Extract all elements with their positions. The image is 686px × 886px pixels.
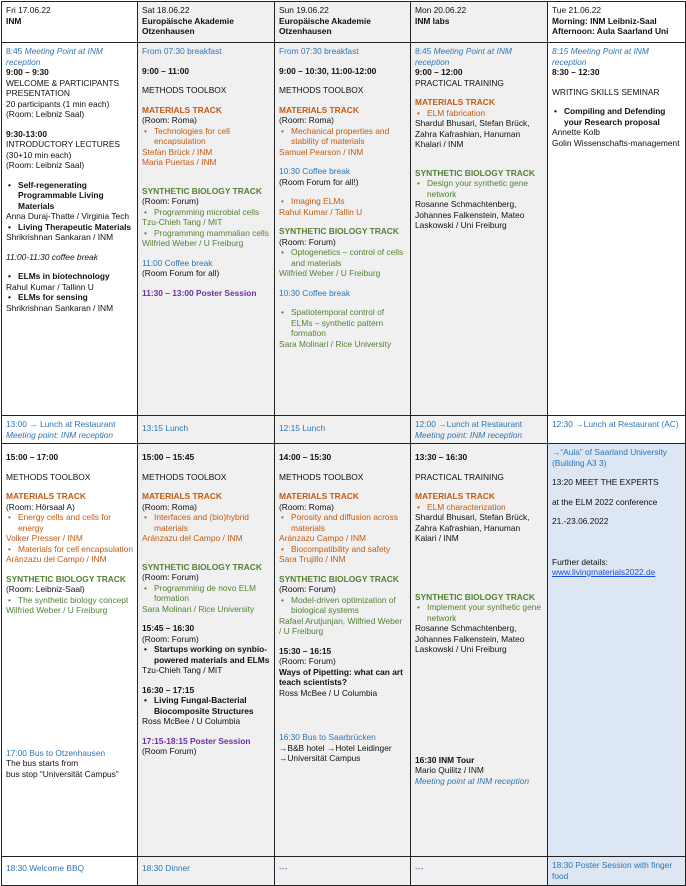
lecture-title: • Programming microbial cells	[142, 207, 270, 218]
session-room: (Room: Forum)	[142, 633, 199, 644]
morning-row	[2, 43, 686, 416]
coffee-break: 11:00-11:30 coffee break	[6, 251, 98, 262]
session-time: 9:00 – 10:30, 11:00-12:00	[279, 65, 377, 76]
speaker: Wilfried Weber / U Freiburg	[279, 268, 381, 278]
meeting-point: 8:15 Meeting Point at INM reception	[552, 46, 649, 67]
meeting-point: Meeting point: INM reception	[415, 429, 523, 440]
evening-row	[2, 857, 686, 886]
session-room: (Room: Leibniz-Saal)	[6, 584, 85, 594]
evening-event: 18:30 Poster Session with finger food	[552, 860, 673, 881]
session-date: 21.-23.06.2022	[552, 516, 609, 526]
lecture-title: • Optogenetics – control of cells and materials	[279, 247, 406, 268]
session-room: (Room: Leibniz Saal)	[6, 109, 85, 119]
tue-evening-cell	[548, 857, 686, 886]
speaker: Volker Presser / INM	[6, 533, 83, 543]
day-header-sun	[275, 2, 411, 43]
materials-track-label: MATERIALS TRACK	[142, 491, 222, 501]
poster-session: 11:30 – 13:00 Poster Session	[142, 287, 257, 298]
evening-event: ---	[279, 863, 288, 873]
venue: →“Aula” of Saarland University (Building A3 3)	[552, 447, 667, 468]
session-time: 13:30 – 16:30	[415, 452, 468, 462]
synbio-track-label: SYNTHETIC BIOLOGY TRACK	[279, 573, 399, 584]
bus-departure: 17:00 Bus to Otzenhausen	[6, 747, 106, 758]
day-header-sat	[138, 2, 275, 43]
lunch-text: 12:30 →Lunch at Restaurant (AC)	[552, 419, 679, 429]
sun-afternoon-cell	[275, 444, 411, 857]
session-room: (Room: Roma)	[142, 115, 197, 125]
speaker: Rafael Arutjunjan, Wilfried Weber / U Freiburg	[279, 615, 403, 636]
lecture-title: • ELM fabrication	[415, 108, 543, 119]
day-place: INM labs	[415, 15, 450, 26]
speaker: Ross McBee / U Columbia	[142, 716, 241, 726]
materials-track-label: MATERIALS TRACK	[415, 97, 495, 107]
speaker: Rahul Kumar / Tallin U	[279, 206, 363, 217]
speaker: Rosanne Schmachtenberg, Johannes Falkenstein, Mateo Laskowski / Uni Freiburg	[415, 623, 525, 654]
conference-link[interactable]: www.livingmaterials2022.de	[552, 567, 656, 577]
speaker: Stefan Brück / INM	[142, 146, 213, 157]
speaker: Aránzazu del Campo / INM	[6, 554, 107, 564]
day-header-tue	[548, 2, 686, 43]
day-date: Tue 21.06.22	[552, 5, 602, 15]
session-room: (Room: Roma)	[142, 501, 197, 512]
session-title: PRACTICAL TRAINING	[415, 77, 504, 88]
afternoon-row	[2, 444, 686, 857]
session-room: (Room: Forum)	[279, 656, 336, 666]
session-room: (Room: Roma)	[279, 115, 334, 125]
lecture-title: • Self-regenerating Programmable Living Materials	[6, 180, 133, 212]
synbio-track-label: SYNTHETIC BIOLOGY TRACK	[142, 561, 262, 572]
speaker: Tzu-Chieh Tang / MIT	[142, 665, 223, 675]
session-room: (Room Forum for all)	[142, 268, 220, 278]
bus-departure: 16:30 Bus to Saarbrücken	[279, 732, 376, 742]
session-time: 9:00 – 12:00	[415, 67, 463, 77]
speaker: Golin Wissenschafts-management	[552, 137, 680, 148]
session-title: METHODS TOOLBOX	[279, 471, 364, 482]
session-note: (30+10 min each)	[6, 149, 72, 160]
sat-afternoon-cell	[138, 444, 275, 857]
synbio-track-label: SYNTHETIC BIOLOGY TRACK	[6, 573, 126, 584]
session-room: (Room: Forum)	[279, 584, 336, 594]
day-place: INM	[6, 15, 22, 26]
speaker: Mario Quilitz / INM	[415, 765, 484, 775]
details-label: Further details:	[552, 556, 608, 567]
materials-track-label: MATERIALS TRACK	[6, 491, 86, 501]
bus-note: →Universität Campus	[279, 753, 361, 763]
session-title: METHODS TOOLBOX	[142, 85, 227, 95]
session-time: 9:00 – 9:30	[6, 67, 49, 77]
lunch-text: 12:00 →Lunch at Restaurant	[415, 419, 523, 429]
sun-lunch-cell	[275, 416, 411, 444]
tue-lunch-cell	[548, 416, 686, 444]
evening-event: 18:30 Welcome BBQ	[6, 863, 85, 873]
lecture-title: • Implement your synthetic gene network	[415, 602, 543, 623]
speaker: Ross McBee / U Columbia	[279, 687, 378, 698]
materials-track-label: MATERIALS TRACK	[415, 491, 495, 501]
day-header-fri	[2, 2, 138, 43]
speaker: Tzu-Chieh Tang / MIT	[142, 217, 223, 227]
meeting-point: Meeting point: INM reception	[6, 429, 114, 440]
session-title: PRACTICAL TRAINING	[415, 471, 504, 482]
session-room: (Room Forum for all!)	[279, 176, 359, 187]
header-row	[2, 2, 686, 43]
lecture-title: • The synthetic biology concept	[6, 595, 133, 606]
tue-afternoon-cell	[548, 444, 686, 857]
speaker: Sara Trujillo / INM	[279, 554, 346, 564]
day-date: Fri 17.06.22	[6, 5, 51, 15]
poster-session: 17:15-18:15 Poster Session	[142, 735, 251, 746]
lunch-row	[2, 416, 686, 444]
sat-evening-cell	[138, 857, 275, 886]
session-time: 15:45 – 16:30	[142, 623, 195, 633]
session-room: (Room: Leibniz Saal)	[6, 160, 85, 170]
day-place: Morning: INM Leibniz-Saal	[552, 15, 657, 26]
day-place: Europäische Akademie Otzenhausen	[142, 15, 234, 36]
lecture-title: • Living Fungal-Bacterial Biocomposite Structures	[142, 695, 270, 716]
bus-note: →B&B hotel →Hotel Leidinger	[279, 742, 392, 753]
lecture-title: • Interfaces and (bio)hybrid materials	[142, 512, 270, 533]
speaker: Wilfried Weber / U Freiburg	[6, 605, 108, 615]
mon-evening-cell	[411, 857, 548, 886]
mon-afternoon-cell	[411, 444, 548, 857]
session-note: at the ELM 2022 conference	[552, 496, 658, 507]
sun-evening-cell	[275, 857, 411, 886]
lunch-text: 12:15 Lunch	[279, 423, 326, 433]
day-header-mon	[411, 2, 548, 43]
lunch-text: 13:15 Lunch	[142, 423, 189, 433]
session-room: (Room: Forum)	[279, 236, 336, 247]
fri-evening-cell	[2, 857, 138, 886]
session-room: (Room: Roma)	[279, 501, 334, 512]
session-title: WELCOME & PARTICIPANTS PRESENTATION	[6, 77, 120, 98]
day-place-afternoon: Afternoon: Aula Saarland Uni	[552, 26, 669, 36]
fri-afternoon-cell	[2, 444, 138, 857]
session-room: (Room: Forum)	[142, 572, 199, 582]
lecture-title: • Biocompatibility and safety	[279, 544, 406, 555]
session-title: METHODS TOOLBOX	[6, 471, 91, 482]
day-date: Sat 18.06.22	[142, 5, 190, 15]
speaker: Shardul Bhusari, Stefan Brück, Zahra Kafrashian, Hanuman Khalari / INM	[415, 118, 530, 149]
session-title: INTRODUCTORY LECTURES	[6, 139, 121, 149]
tue-morning-cell	[548, 43, 686, 416]
evening-event: 18:30 Dinner	[142, 863, 190, 873]
breakfast: From 07:30 breakfast	[279, 46, 359, 56]
coffee-break: 10:30 Coffee break	[279, 166, 351, 176]
meeting-point: 8:45 Meeting Point at INM reception	[415, 46, 512, 67]
session-time: 15:00 – 17:00	[6, 452, 59, 462]
lecture-title: • Spatiotemporal control of ELMs – synthetic pattern formation	[279, 307, 406, 339]
lunch-text: 13:00 → Lunch at Restaurant	[6, 419, 116, 429]
speaker: Anna Duraj-Thatte / Virginia Tech	[6, 211, 130, 221]
synbio-track-label: SYNTHETIC BIOLOGY TRACK	[279, 226, 399, 236]
lecture-title: Ways of Pipetting: what can art teach scientists?	[279, 666, 403, 687]
speaker: Annette Kolb	[552, 127, 600, 137]
lecture-title: • Imaging ELMs	[279, 196, 406, 207]
lecture-title: • Mechanical properties and stability of materials	[279, 126, 406, 147]
lecture-title: • ELMs for sensing	[6, 292, 133, 303]
synbio-track-label: SYNTHETIC BIOLOGY TRACK	[142, 185, 262, 196]
speaker: Maria Puertas / INM	[142, 157, 217, 167]
lecture-title: • ELMs in biotechnology	[6, 271, 133, 282]
speaker: Rosanne Schmachtenberg, Johannes Falkenstein, Mateo Laskowski / Uni Freiburg	[415, 199, 525, 230]
sun-morning-cell	[275, 43, 411, 416]
session-time: 9:00 – 11:00	[142, 65, 190, 76]
session-room: (Room: Forum)	[142, 196, 199, 206]
evening-event: ---	[415, 863, 424, 873]
meeting-point: 8:45 Meeting Point at INM reception	[6, 46, 103, 67]
synbio-track-label: SYNTHETIC BIOLOGY TRACK	[415, 591, 535, 602]
speaker: Shrikrishnan Sankaran / INM	[6, 232, 114, 242]
session-room: (Room: Hörsaal A)	[6, 501, 75, 512]
lecture-title: • Compiling and Defending your Research proposal	[552, 106, 681, 127]
sat-lunch-cell	[138, 416, 275, 444]
session-title: WRITING SKILLS SEMINAR	[552, 86, 660, 97]
day-date: Sun 19.06.22	[279, 5, 329, 15]
synbio-track-label: SYNTHETIC BIOLOGY TRACK	[415, 167, 535, 178]
materials-track-label: MATERIALS TRACK	[279, 491, 359, 501]
speaker: Sara Molinari / Rice University	[142, 603, 255, 614]
bus-note: The bus starts from	[6, 758, 79, 768]
lecture-title: • ELM characterization	[415, 502, 543, 513]
coffee-break: 10:30 Coffee break	[279, 287, 351, 298]
speaker: Rahul Kumar / Tallinn U	[6, 281, 94, 292]
schedule-table	[1, 1, 686, 886]
lecture-title: • Model-driven optimization of biological systems	[279, 595, 406, 616]
sat-morning-cell	[138, 43, 275, 416]
speaker: Aránzazu del Campo / INM	[142, 533, 243, 543]
day-date: Mon 20.06.22	[415, 5, 467, 15]
session-title: METHODS TOOLBOX	[279, 85, 364, 95]
session-title: 13:20 MEET THE EXPERTS	[552, 477, 659, 487]
lecture-title: • Materials for cell encapsulation	[6, 544, 133, 555]
lecture-title: • Startups working on synbio-powered materials and ELMs	[142, 644, 270, 665]
mon-morning-cell	[411, 43, 548, 416]
coffee-break: 11:00 Coffee break	[142, 257, 213, 268]
fri-lunch-cell	[2, 416, 138, 444]
session-title: METHODS TOOLBOX	[142, 471, 227, 482]
lecture-title: • Technologies for cell encapsulation	[142, 126, 270, 147]
speaker: Aránzazu Campo / INM	[279, 533, 367, 543]
session-time: 15:30 – 16:15	[279, 645, 332, 656]
breakfast: From 07:30 breakfast	[142, 46, 222, 56]
materials-track-label: MATERIALS TRACK	[279, 104, 359, 115]
speaker: Shrikrishnan Sankaran / INM	[6, 302, 114, 313]
lecture-title: • Programming de novo ELM formation	[142, 583, 270, 604]
lecture-title: • Energy cells and cells for energy	[6, 512, 133, 533]
session-room: (Room Forum)	[142, 746, 197, 756]
session-note: 20 participants (1 min each)	[6, 98, 110, 109]
session-time: 14:00 – 15:30	[279, 452, 332, 462]
lecture-title: • Living Therapeutic Materials	[6, 222, 133, 233]
session-time: 16:30 – 17:15	[142, 684, 195, 695]
lecture-title: • Porosity and diffusion across materials	[279, 512, 406, 533]
session-time: 15:00 – 15:45	[142, 452, 195, 462]
speaker: Shardul Bhusari, Stefan Brück, Zahra Kafrashian, Hanuman Kalari / INM	[415, 512, 530, 543]
materials-track-label: MATERIALS TRACK	[142, 104, 222, 115]
mon-lunch-cell	[411, 416, 548, 444]
session-time: 9:30-13:00	[6, 128, 47, 139]
bus-note: bus stop “Universität Campus”	[6, 768, 119, 779]
speaker: Sara Molinari / Rice University	[279, 338, 392, 349]
speaker: Wilfried Weber / U Freiburg	[142, 238, 244, 248]
lecture-title: • Design your synthetic gene network	[415, 178, 543, 199]
lecture-title: • Programming mammalian cells	[142, 228, 270, 239]
day-place: Europäische Akademie Otzenhausen	[279, 15, 371, 36]
fri-morning-cell	[2, 43, 138, 416]
session-time: 16:30 INM Tour	[415, 754, 475, 765]
meeting-point: Meeting point at INM reception	[415, 775, 530, 786]
speaker: Samuel Pearson / INM	[279, 146, 364, 157]
session-time: 8:30 – 12:30	[552, 67, 600, 77]
